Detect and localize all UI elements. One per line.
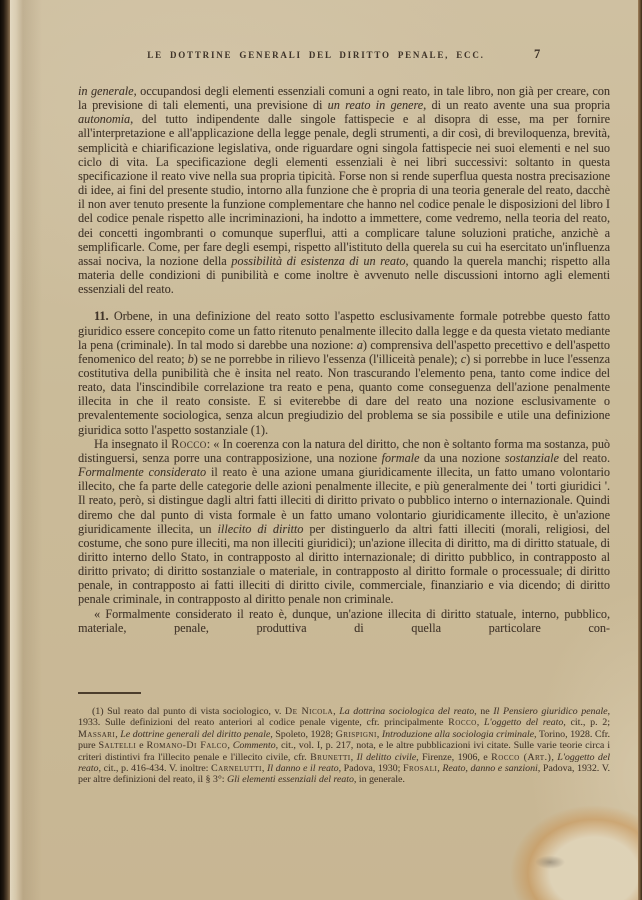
footnote-separator [78,692,141,694]
page-body [78,84,610,635]
page-number: 7 [534,47,541,61]
header-title: LE DOTTRINE GENERALI DEL DIRITTO PENALE, ECC. [147,50,485,60]
footnote-1: (1) Sul reato dal punto di vista sociologico, v. De Nicola, La dottrina sociologica del reato, ne Il Pensiero giuridico penale, 1933. Sulle definizioni del reato anteriori al codice penale vigente, cfr. principalmente Rocco, L'oggetto del reato, cit., p. 2; Massari, Le dottrine generali del diritto penale, Spoleto, 1928; Grispigni, Introduzione alla sociologia criminale, Torino, 1928. Cfr. pure Saltelli e Romano-Di Falco, Commento, cit., vol. I, p. 217, nota, e le altre pubblicazioni ivi citate. Sulle varie teorie circa i criteri distintivi fra l'illecito penale e l'illecito civile, cfr. Brunetti, Il delitto civile, Firenze, 1906, e Rocco (Art.), L'oggetto del reato, cit., p. 416-434. V. inoltre: Carnelutti, Il danno e il reato, Padova, 1930; Frosali, Reato, danno e sanzioni, Padova, 1932. V. per altre definizioni del reato, il § 3°: Gli elementi essenziali del reato, in generale. [78,706,611,786]
paragraph-rocco-quote: Ha insegnato il Rocco: « In coerenza con la natura del diritto, che non è soltanto forma ma sostanza, può distinguersi, senza porre una contrapposizione, una nozione formale da una nozione sostanziale del reato. Formalmente considerato il reato è una azione umana giuridicamente illecita, un fatto umano volontario illecito, che fa parte delle categorie delle azioni penalmente illecite, e più generalmente dei ' torti giuridici '. Il reato, però, si distingue dagli altri fatti illeciti di diritto privato o pubblico interno o internazionale. Quindi diremo che dal punto di vista formale è un fatto umano volontario giuridicamente illecito, è un'azione giuridicamente illecita, un illecito di diritto per distinguerlo da altri fatti illeciti (morali, religiosi, del costume, che sono pure illeciti, ma non illeciti giuridici); un'azione illecita di diritto, ma di diritto statuale, di diritto interno dello Stato, in contrapposto al diritto internazionale; di diritto pubblico, in contrapposto al diritto privato; di diritto sostanziale o materiale, in contrapposto al diritto formale o processuale; di diritto penale, in contrapposto ai fatti illeciti di diritto civile, commerciale, finanziario e via dicendo; di diritto penale criminale, in contrapposto al diritto penale non criminale. [78,436,611,607]
running-header [78,47,610,61]
paragraph-section-11: 11. Orbene, in una definizione del reato sotto l'aspetto esclusivamente formale potrebbe questo fatto giuridico essere concepito come un fatto ritenuto penalmente illecito dalla legge e da questa vietato mediante la pena (criminale). In tal modo si darebbe una nozione: a) comprensiva dell'aspetto precettivo e dell'aspetto fenomenico del reato; b) se ne porrebbe in rilievo l'essenza (l'illiceità penale); c) si porrebbe in luce l'essenza costitutiva della punibilità che è insita nel reato. Non trascurando l'elemento pena, tanto come indice del reato, data l'inscindibile correlazione tra reato e pena, quanto come conseguenza dell'azione penalmente illecita in che il reato consiste. E si eviterebbe di dare del reato una nozione esclusivamente o prevalentemente sociologica, senza alcun pregiudizio del problema se sia possibile e utile una definizione giuridica sotto l'aspetto sostanziale (1). [78,309,610,437]
scan-right-edge [638,0,642,900]
paragraph-last-partial: « Formalmente considerato il reato è, dunque, un'azione illecita di diritto statuale, interno, pubblico, materiale, penale, produttiva di quella particolare con- [78,606,610,635]
scan-left-edge [0,0,10,900]
paper-sheet [10,0,638,900]
paragraph-continuation: in generale, occupandosi degli elementi essenziali comuni a ogni reato, in tale libro, non già per creare, con la previsione di tali elementi, una previsione di un reato in genere, di un reato avente una sua propria autonomia, del tutto indipendente dalle singole fattispecie e al disopra di esse, ma per fornire all'interpretazione e all'applicazione della legge penale, degli strumenti, a dir così, di breviloquenza, brevità, semplicità e chiarificazione legislativa, onde riguardare ogni singola fattispecie nei suoi elementi e nel suo ciclo di vita. La specificazione degli elementi essenziali è nei libri successivi: soltanto in questa specificazione il reato vive nella sua propria tipicità. Forse non si rende superflua questa nostra precisazione di idee, ai fini del presente studio, intorno alla funzione che è propria di una teoria generale del reato, dacchè il non aver tenuto presente la funzione complementare che hanno nel codice penale le disposizioni del libro I del codice penale rispetto alle incriminazioni, ha indotto a immettere, come vedremo, nella teoria del reato, dei concetti ingombranti o comunque superflui, atti a complicare talune soluzioni pratiche, anzichè a semplificarle. Come, per fare degli esempi, rispetto all'istituto della querela su cui ha esercitato un'influenza assai nociva, la nozione della possibilità di esistenza di un reato, quando la querela manchi; rispetto alla materia delle condizioni di punibilità e come inoltre è avvenuto nelle discussioni intorno agli elementi essenziali del reato. [78,84,610,297]
